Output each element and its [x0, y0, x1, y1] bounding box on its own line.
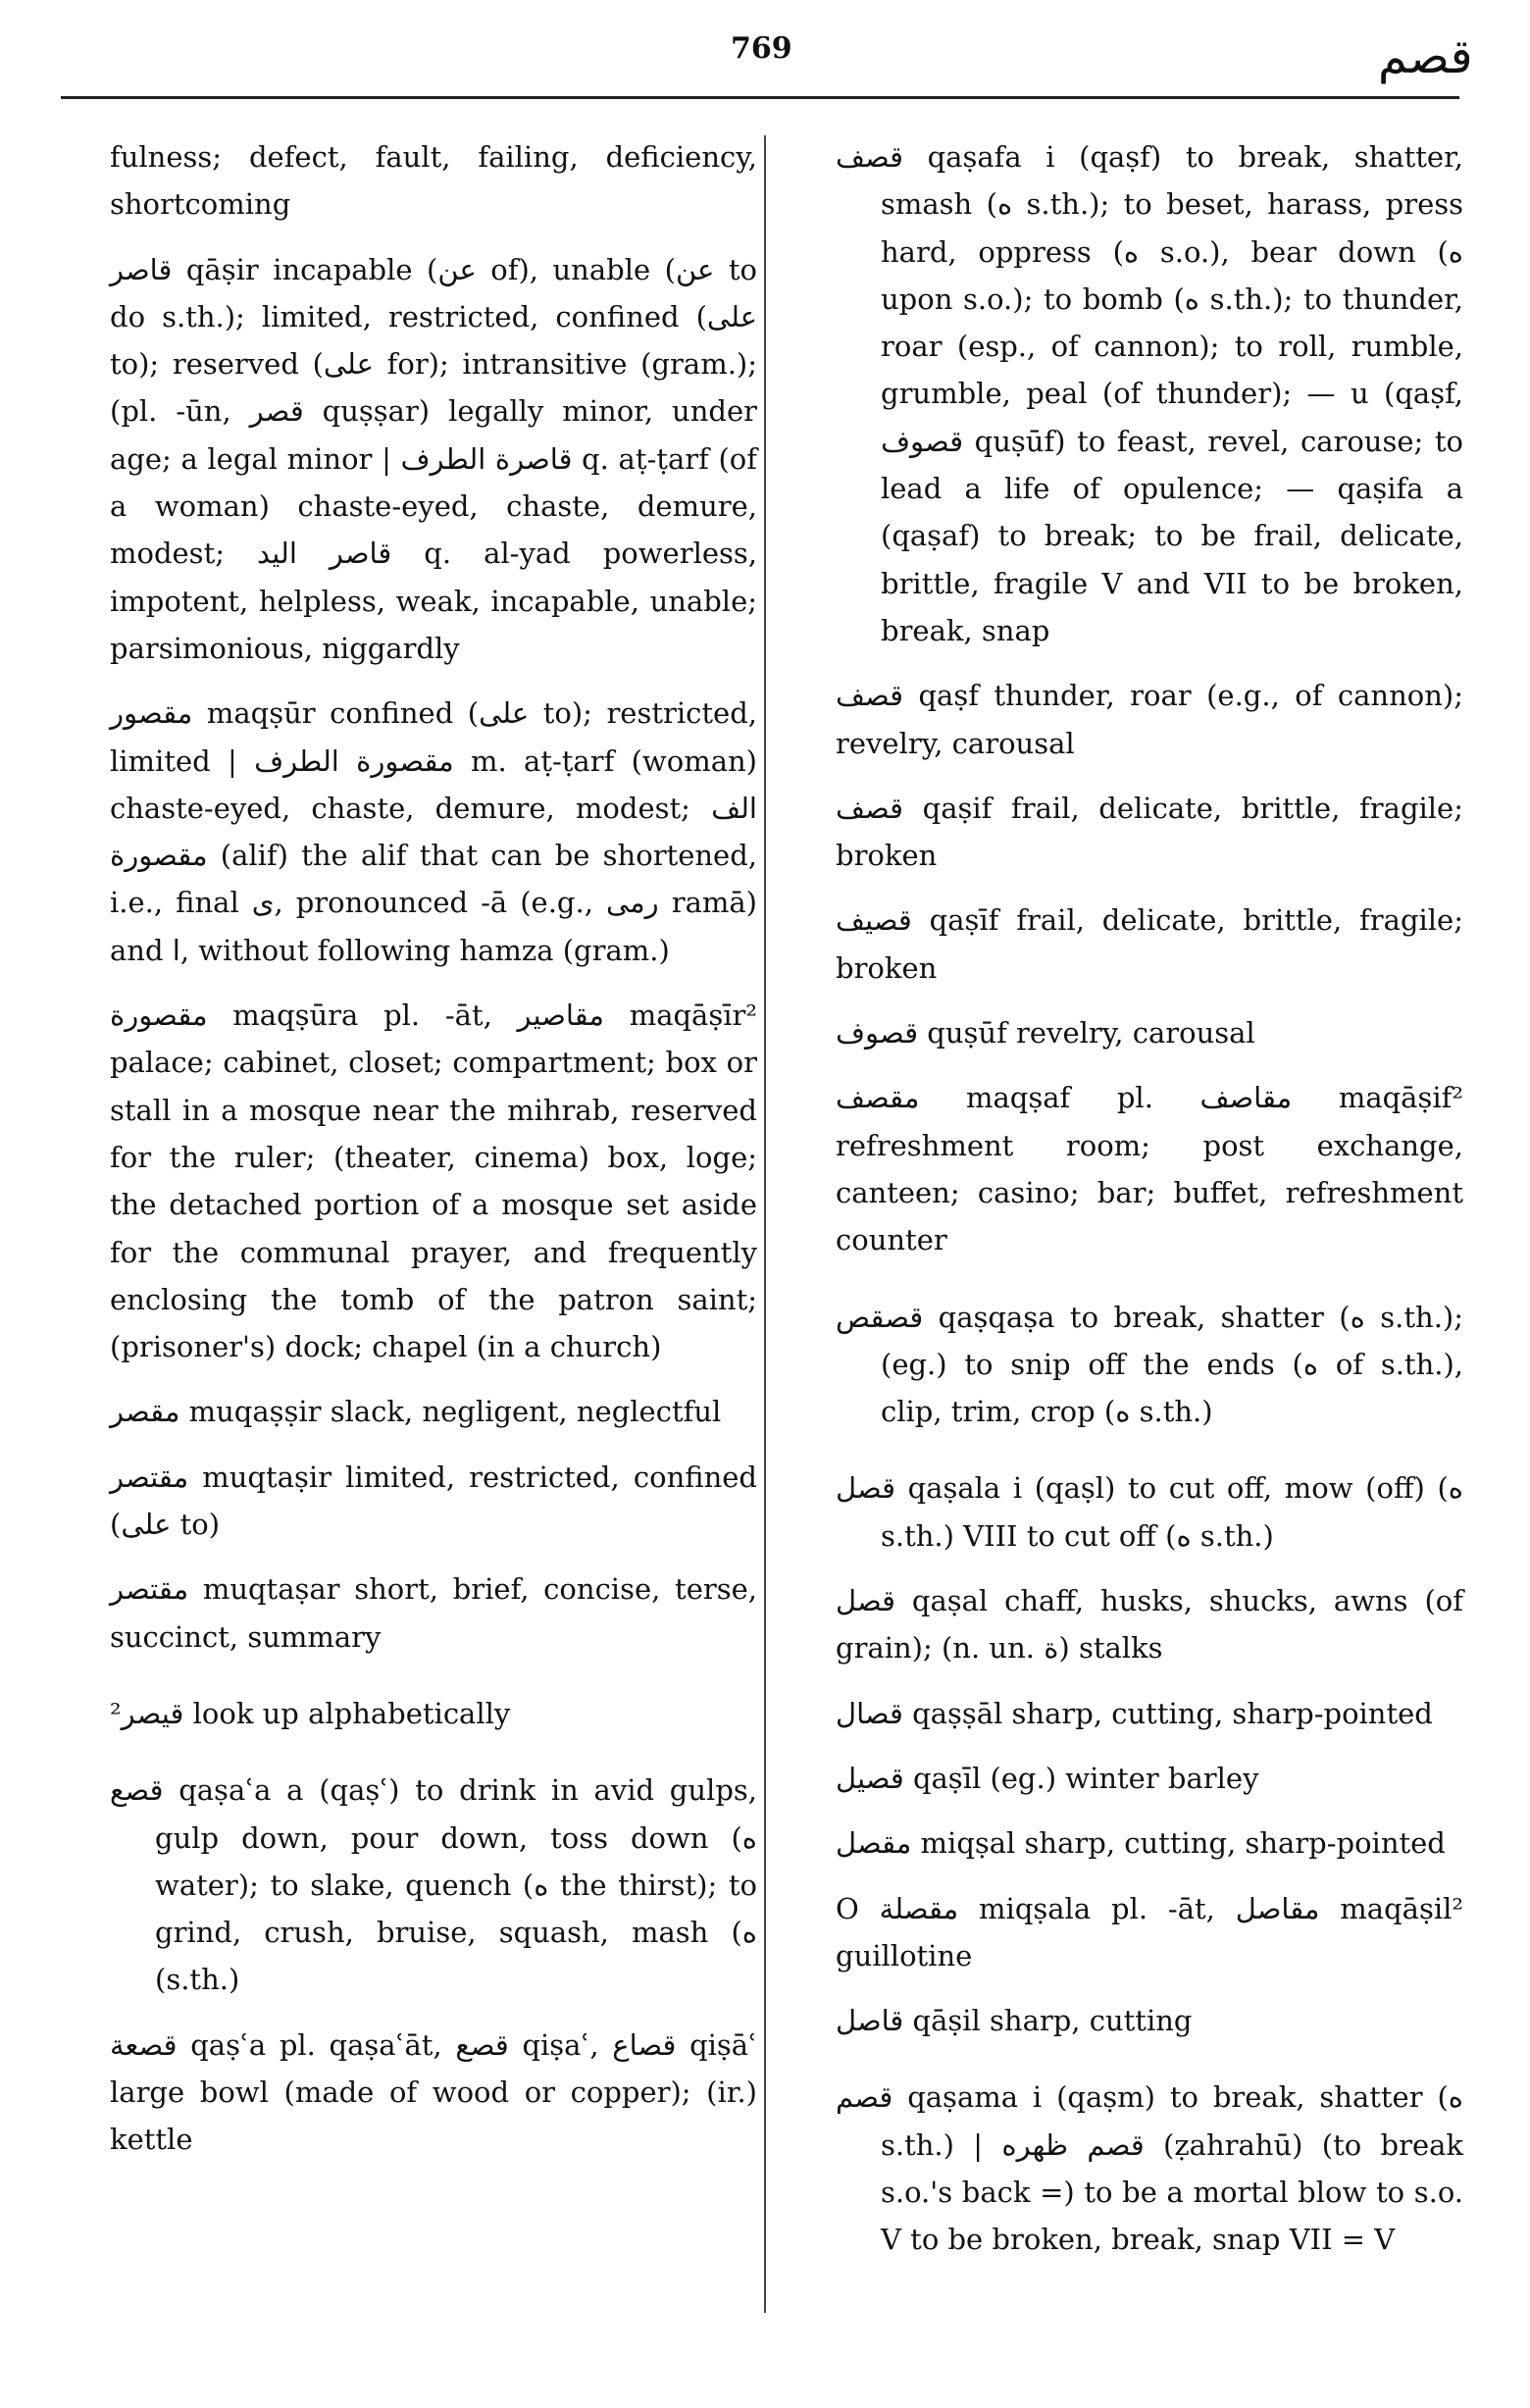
header-rule — [61, 96, 1459, 99]
root-entry: قيصر² look up alphabetically — [110, 1696, 511, 1730]
entry-paragraph: قصيف qaṣīf frail, delicate, brittle, fragile; broken — [836, 903, 1463, 985]
entry-paragraph: O مقصلة miqṣala pl. -āt, مقاصل maqāṣil² guillotine — [836, 1891, 1463, 1973]
entry-paragraph: قصيل qaṣīl (eg.) winter barley — [836, 1761, 1259, 1795]
entry-paragraph: مقتصر muqtaṣir limited, restricted, confined (على to) — [110, 1460, 757, 1542]
entry-paragraph: قصل qaṣal chaff, husks, shucks, awns (of grain); (n. un. ة) stalks — [836, 1584, 1463, 1665]
entry-paragraph: قصعة qaṣʿa pl. qaṣaʿāt, قصع qiṣaʿ, قصاع qiṣāʿ large bowl (made of wood or copper); (ir.) kettle — [110, 2027, 758, 2157]
entry-paragraph: مقصر muqaṣṣir slack, negligent, neglectful — [110, 1395, 722, 1429]
entry-paragraph: قاصر qāṣir incapable (عن of), unable (عن to do s.th.); limited, restricted, confined (على to); reserved (على for); intransitive (gram.); (pl. -ūn, قصر quṣṣar) legally minor, under age; a legal minor | قاصرة الطرف q. aṭ-ṭarf (of a woman) chaste-eyed, chaste, demure, modest; قاصر اليد q. al-yad powerless, impotent, helpless, weak, incapable, unable; parsimonious, niggardly — [110, 252, 757, 665]
right-column — [836, 133, 1463, 2281]
entry-paragraph: مقصورة maqṣūra pl. -āt, مقاصير maqāṣīr² palace; cabinet, closet; compartment; box or stall in a mosque near the mihrab, reserved for the ruler; (theater, cinema) box, loge; the detached portion of a mosque set aside for the communal prayer, and frequently enclosing the tomb of the patron saint; (prisoner's) dock; chapel (in a church) — [110, 999, 757, 1364]
page-number: 769 — [731, 31, 792, 66]
entry-paragraph: قصف qaṣif frail, delicate, brittle, fragile; broken — [836, 791, 1463, 873]
root-entry: قصع qaṣaʿa a (qaṣʿ) to drink in avid gulps, gulp down, pour down, toss down (ه water); to slake, quench (ه the thirst); to grind, crush, bruise, squash, mash (ه (s.th.) — [110, 1773, 757, 1997]
root-entry: قصل qaṣala i (qaṣl) to cut off, mow (off) (ه s.th.) VIII to cut off (ه s.th.) — [836, 1471, 1463, 1553]
left-column — [110, 133, 757, 2181]
column-divider — [764, 135, 766, 2313]
root-entry: قصف qaṣafa i (qaṣf) to break, shatter, smash (ه s.th.); to beset, harass, press hard, oppress (ه s.o.), bear down (ه upon s.o.); to bomb (ه s.th.); to thunder, roar (esp., of cannon); to roll, rumble, grumble, peal (of thunder); — u (qaṣf, قصوف quṣūf) to feast, revel, carouse; to lead a life of opulence; — qaṣifa a (qaṣaf) to break; to be frail, delicate, brittle, fragile V and VII to be broken, break, snap — [836, 140, 1464, 647]
root-entry: قصم qaṣama i (qaṣm) to break, shatter (ه s.th.) | قصم ظهره (ẓahrahū) (to break s.o.'s back =) to be a mortal blow to s.o. V to be broken, break, snap VII = V — [836, 2080, 1463, 2257]
entry-paragraph: قاصل qāṣil sharp, cutting — [836, 2004, 1193, 2038]
entry-paragraph: مقصف maqṣaf pl. مقاصف maqāṣif² refreshment room; post exchange, canteen; casino; bar; buffet, refreshment counter — [836, 1081, 1463, 1257]
entry-paragraph: مقصور maqṣūr confined (على to); restricted, limited | مقصورة الطرف m. aṭ-ṭarf (woman) chaste-eyed, chaste, demure, modest; الف مقصورة (alif) the alif that can be shortened, i.e., final ى, pronounced -ā (e.g., رمى ramā) and ا, without following hamza (gram.) — [110, 696, 757, 967]
entry-paragraph: قصوف quṣūf revelry, carousal — [836, 1016, 1255, 1050]
entry-paragraph: قصف qaṣf thunder, roar (e.g., of cannon); revelry, carousal — [836, 679, 1463, 760]
running-head-guide-word: قصم — [1378, 29, 1473, 84]
entry-paragraph: fulness; defect, fault, failing, deficiency, shortcoming — [110, 140, 757, 222]
entry-paragraph: مقتصر muqtaṣar short, brief, concise, terse, succinct, summary — [110, 1572, 757, 1654]
root-entry: قصقص qaṣqaṣa to break, shatter (ه s.th.); (eg.) to snip off the ends (ه of s.th.), clip, trim, crop (ه s.th.) — [836, 1300, 1463, 1429]
entry-paragraph: قصال qaṣṣāl sharp, cutting, sharp-pointed — [836, 1696, 1433, 1730]
entry-paragraph: مقصل miqṣal sharp, cutting, sharp-pointed — [836, 1826, 1446, 1861]
